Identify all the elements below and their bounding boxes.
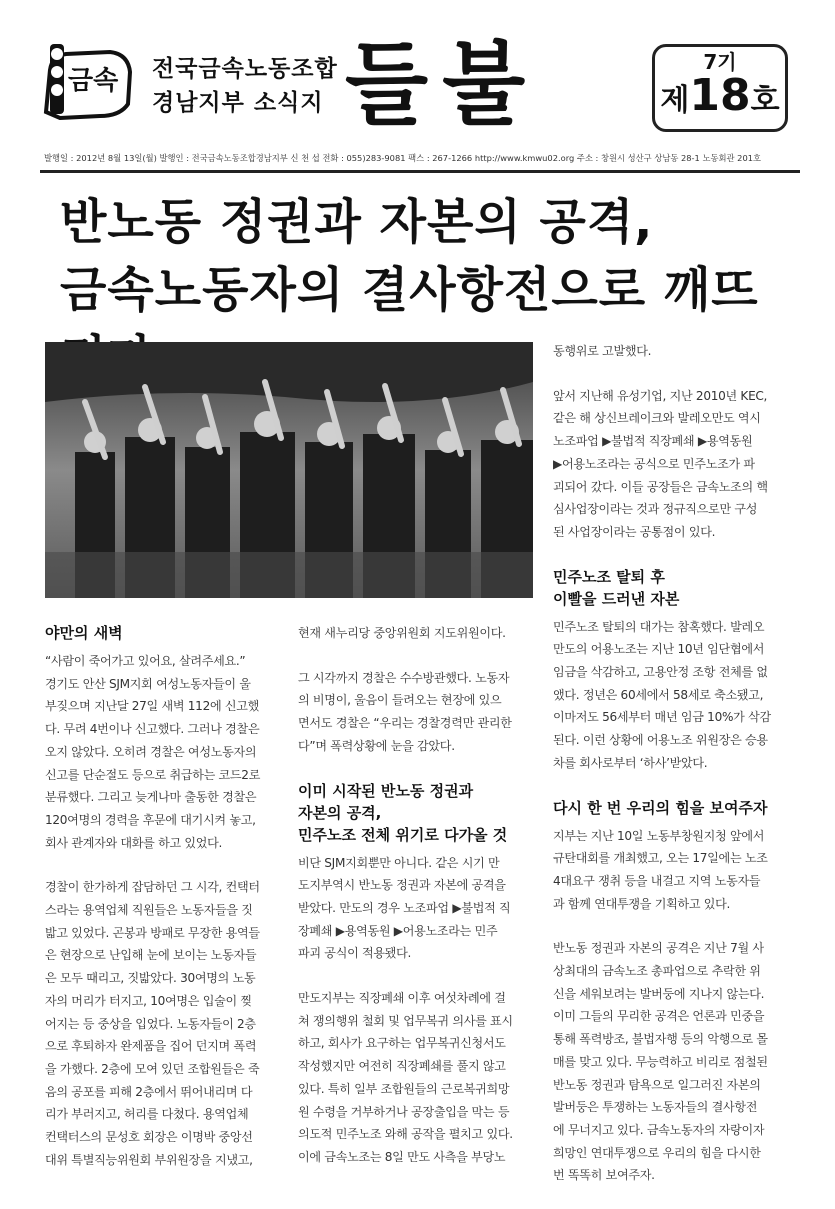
paragraph	[553, 825, 793, 916]
text-line: 으로 후퇴하자 완제품을 집어 던지며 폭력	[45, 1039, 257, 1054]
text-line: 받았다. 만도의 경우 노조파업 ▶불법적 직	[298, 900, 511, 915]
text-line: 스라는 용역업체 직원들은 노동자들을 짓	[45, 903, 253, 918]
text-line: 괴되어 갔다. 이들 공장들은 금속노조의 핵	[553, 479, 768, 494]
text-line: 된 사업장이라는 공통점이 있다.	[553, 524, 716, 539]
text-line: 현재 새누리당 중앙위원회 지도위원이다.	[298, 626, 506, 640]
text-line: 동행위로 고발했다.	[553, 344, 652, 358]
text-line: 파괴 공식이 적용됐다.	[298, 946, 412, 961]
article-column-3	[553, 340, 793, 1209]
text-line: 작성했지만 여전히 직장폐쇄를 풀지 않고	[298, 1059, 506, 1074]
text-line: 다”며 폭력상황에 눈을 감았다.	[298, 738, 455, 753]
text-line: 의도적 민주노조 와해 공작을 펼치고 있다.	[298, 1127, 513, 1142]
text-line: 하고, 회사가 요구하는 업무복귀신청서도	[298, 1036, 506, 1051]
logo-text: 금속	[68, 66, 119, 96]
paragraph	[45, 876, 285, 1171]
text-line: 은 모두 때리고, 짓밟았다. 30여명의 노동	[45, 971, 256, 986]
text-line: 경기도 안산 SJM지회 여성노동자들이 울	[45, 676, 251, 691]
heading-line: 자본의 공격,	[298, 803, 382, 822]
issue-prefix: 제	[660, 83, 690, 118]
section-heading-anti-labor-attack	[298, 780, 534, 846]
article-column-2	[298, 622, 534, 1191]
text-line: 노조파업 ▶불법적 직장폐쇄 ▶용역동원	[553, 434, 753, 449]
text-line: 민주노조 탈퇴의 대가는 참혹했다. 발레오	[553, 619, 765, 634]
section-heading-union-withdrawal	[553, 566, 793, 610]
text-line: 면서도 경찰은 “우리는 경찰경력만 관리한	[298, 716, 512, 731]
text-line: 오지 않았다. 오히려 경찰은 여성노동자의	[45, 744, 257, 759]
protest-rally-photo	[45, 342, 533, 598]
masthead-divider	[40, 170, 800, 173]
issue-volume: 7기	[703, 50, 737, 74]
text-line: 있다. 특히 일부 조합원들의 근로복귀희망	[298, 1081, 510, 1096]
publication-info: 발행일 : 2012년 8월 13일(월) 발행인 : 전국금속노동조합경남지부 신 천 섭 전화 : 055)283-9081 팩스 : 267-1266 http://www.kmwu02.org 주소 : 창원시 성산구 상남동 28-1 노동회관 201호	[44, 153, 762, 163]
text-line: 상최대의 금속노조 총파업으로 추락한 위	[553, 964, 761, 979]
text-line: 의 비명이, 울음이 들려오는 현장에 있으	[298, 693, 502, 708]
headline-line-1: 반노동 정권과 자본의 공격,	[60, 194, 654, 250]
text-line: 도지부역시 반노동 정권과 자본에 공격을	[298, 878, 506, 893]
text-line: 만도의 어용노조는 지난 10년 임단협에서	[553, 642, 765, 657]
text-line: “사람이 죽어가고 있어요, 살려주세요.”	[45, 654, 246, 668]
text-line: 120여명의 경력을 후문에 대기시켜 놓고,	[45, 812, 256, 827]
text-line: 분류했다. 그리고 늦게나마 출동한 경찰은	[45, 790, 257, 805]
section-heading-barbaric-dawn: 야만의 새벽	[45, 624, 123, 642]
text-line: 앞서 지난해 유성기업, 지난 2010년 KEC,	[553, 388, 768, 403]
article-column-1	[45, 622, 285, 1193]
paragraph	[298, 987, 534, 1169]
section-heading-show-our-strength: 다시 한 번 우리의 힘을 보여주자	[553, 798, 768, 817]
text-line: 발버둥은 투쟁하는 노동자들의 결사항전	[553, 1100, 758, 1115]
text-line: ▶어용노조라는 공식으로 민주노조가 파	[553, 456, 755, 471]
text-line: 앴다. 정년은 60세에서 58세로 축소됐고,	[553, 687, 764, 702]
text-line: 신을 세워보려는 발버둥에 지나지 않는다.	[553, 986, 765, 1001]
text-line: 부짖으며 지난달 27일 새벽 112에 신고했	[45, 699, 260, 714]
paragraph	[553, 385, 793, 544]
text-line: 규탄대회를 개최했고, 오는 17일에는 노조	[553, 851, 768, 866]
paragraph	[45, 650, 285, 854]
text-line: 반노동 정권과 탐욕으로 일그러진 자본의	[553, 1077, 761, 1092]
paragraph	[298, 852, 534, 966]
text-line: 경찰이 한가하게 잡담하던 그 시각, 컨택터	[45, 880, 260, 895]
org-name	[152, 52, 338, 120]
text-line: 된다. 이런 상황에 어용노조 위원장은 승용	[553, 733, 768, 748]
crowd-image	[45, 342, 533, 598]
text-line: 밟고 있었다. 곤봉과 방패로 무장한 용역들	[45, 925, 260, 940]
heading-line: 민주노조 전체 위기로 다가올 것	[298, 825, 508, 844]
paper-title: 들불	[345, 32, 540, 138]
heading-line: 이빨을 드러낸 자본	[553, 589, 680, 608]
text-line: 이미 그들의 무리한 공격은 언론과 민중을	[553, 1009, 765, 1024]
issue-number: 18	[689, 70, 751, 121]
org-line-2: 경남지부 소식지	[152, 90, 324, 116]
issue-number-line	[655, 70, 785, 124]
paragraph	[298, 667, 534, 758]
text-line: 원 수령을 거부하거나 공장출입을 막는 등	[298, 1104, 510, 1119]
text-line: 리가 부러지고, 허리를 다쳤다. 용역업체	[45, 1107, 249, 1122]
heading-line: 이미 시작된 반노동 정권과	[298, 781, 474, 800]
text-line: 을 가했다. 2층에 모여 있던 조합원들은 죽	[45, 1061, 260, 1076]
text-line: 이마저도 56세부터 매년 임금 10%가 삭감	[553, 710, 771, 725]
text-line: 4대요구 쟁취 등을 내걸고 지역 노동자들	[553, 873, 761, 888]
headline-line-2: 금속노동자의 결사항전으로 깨뜨	[60, 262, 759, 318]
paragraph	[298, 622, 534, 645]
text-line: 어지는 등 중상을 입었다. 노동자들이 2층	[45, 1016, 256, 1031]
text-line: 임금을 삭감하고, 고용안정 조항 전체를 없	[553, 665, 768, 680]
issue-suffix: 호	[750, 83, 780, 118]
issue-box	[652, 44, 788, 132]
text-line: 이에 금속노조는 8일 만도 사측을 부당노	[298, 1149, 506, 1164]
paragraph	[553, 340, 793, 363]
text-line: 만도지부는 직장폐쇄 이후 여섯차례에 걸	[298, 991, 506, 1006]
text-line: 장폐쇄 ▶용역동원 ▶어용노조라는 민주	[298, 923, 498, 938]
text-line: 같은 해 상신브레이크와 발레오만도 역시	[553, 411, 761, 426]
paragraph	[553, 616, 793, 775]
text-line: 에 무너지고 있다. 금속노동자의 자랑이자	[553, 1122, 765, 1137]
text-line: 과 함께 연대투쟁을 기획하고 있다.	[553, 896, 731, 911]
text-line: 은 현장으로 난입해 눈에 보이는 노동자들	[45, 948, 257, 963]
heading-line: 민주노조 탈퇴 후	[553, 567, 665, 586]
text-line: 자의 머리가 터지고, 10여명은 입술이 찢	[45, 993, 252, 1008]
text-line: 매를 맞고 있다. 무능력하고 비리로 점철된	[553, 1054, 768, 1069]
union-fist-logo	[40, 42, 135, 120]
text-line: 비단 SJM지회뿐만 아니다. 같은 시기 만	[298, 855, 500, 870]
text-line: 다. 무려 4번이나 신고했다. 그러나 경찰은	[45, 722, 260, 737]
text-line: 통해 폭력방조, 불법자행 등의 악행으로 몰	[553, 1032, 768, 1047]
text-line: 희망인 연대투쟁으로 우리의 힘을 다시한	[553, 1145, 761, 1160]
text-line: 번 똑똑히 보여주자.	[553, 1168, 655, 1183]
text-line: 쳐 쟁의행위 철회 및 업무복귀 의사를 표시	[298, 1013, 513, 1028]
text-line: 신고를 단순절도 등으로 취급하는 코드2로	[45, 767, 261, 782]
masthead	[0, 0, 835, 150]
paragraph	[553, 937, 793, 1187]
text-line: 음의 공포를 피해 2층에서 뛰어내리며 다	[45, 1084, 253, 1099]
text-line: 지부는 지난 10일 노동부창원지청 앞에서	[553, 828, 765, 843]
text-line: 회사 관계자와 대화를 하고 있었다.	[45, 835, 223, 850]
text-line: 반노동 정권과 자본의 공격은 지난 7월 사	[553, 941, 764, 956]
org-line-1: 전국금속노동조합	[152, 56, 338, 82]
text-line: 컨택터스의 문성호 회장은 이명박 중앙선	[45, 1130, 253, 1145]
text-line: 심사업장이라는 것과 정규직으로만 구성	[553, 502, 758, 517]
text-line: 대위 특별직능위원회 부위원장을 지냈고,	[45, 1152, 253, 1167]
text-line: 그 시각까지 경찰은 수수방관했다. 노동자	[298, 670, 510, 685]
text-line: 차를 회사로부터 ‘하사’받았다.	[553, 755, 708, 770]
